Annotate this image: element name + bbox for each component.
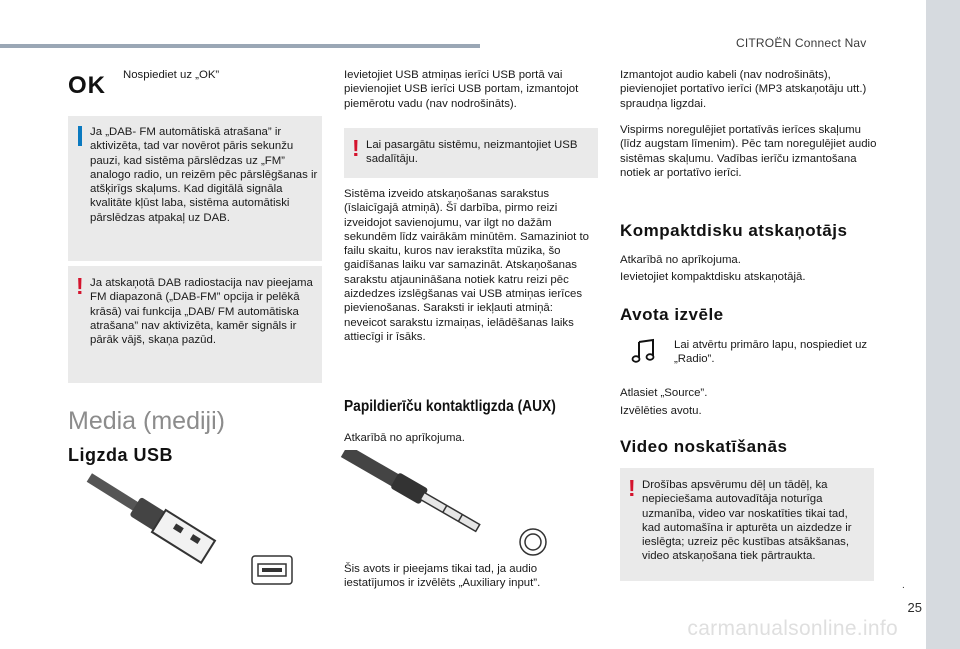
info-icon xyxy=(78,126,82,146)
aux-equipment-note: Atkarībā no aprīkojuma. xyxy=(344,432,465,444)
source-choose: Izvēlēties avotu. xyxy=(620,405,702,417)
source-title: Avota izvēle xyxy=(620,305,724,324)
info-box xyxy=(68,116,322,261)
page-side-strip xyxy=(926,0,960,649)
playlist-text: Sistēma izveido atskaņošanas sarakstus (īslaicīgajā atmiņā). Šī darbība, pirmo reizi izveidojot savienojumu, var ilgt no dažām sekundēm līdz vairākām minūtēm. Samaziniot to failu skaitu, kuros nav ierakstīta mūzika, šo gaidīšanas laiku var samazināt. Atskaņošanas sarakstu atjaunināšana notiek katru reizi pēc aizdedzes izslēgšanas vai USB atmiņas ierīces pievienošanas. Saraksti ir iekļauti atmiņā: neveicot sarakstu izmaiņas, ielādēšanas laiks attiecīgi ir īsāks. xyxy=(344,188,589,343)
usb-title: Ligzda USB xyxy=(68,445,174,465)
warning-icon: ! xyxy=(352,135,360,161)
warning-icon: ! xyxy=(76,273,84,299)
aux-availability-note: Šis avots ir pieejams tikai tad, ja audio iestatījumos ir izvēlēts „Auxiliary input”. xyxy=(344,563,541,590)
usb-plug-illustration xyxy=(84,470,298,600)
header-title: CITROËN Connect Nav xyxy=(736,36,867,50)
page-marker: . xyxy=(902,580,905,591)
cd-title: Kompaktdisku atskaņotājs xyxy=(620,221,848,240)
video-title: Video noskatīšanās xyxy=(620,437,788,456)
header-rule xyxy=(0,44,480,48)
source-select: Atlasiet „Source”. xyxy=(620,387,708,399)
warning-icon: ! xyxy=(628,475,636,501)
aux-instruction: Izmantojot audio kabeli (nav nodrošināts), pievienojiet portatīvo ierīci (MP3 atskaņotāju utt.) spraudņa ligzdai. xyxy=(620,69,867,110)
ok-icon: OK xyxy=(68,72,106,99)
video-warning-text: Drošības apsvērumu dēļ un tādēļ, ka nepieciešama autovadītāja noturīga uzmanība, video var noskatīties tikai tad, kad automašīna ir apturēta un aizdedze ir ieslēgta; uzreiz pēc kustības atsākšanas, video atskaņošana tiek pārtraukta. xyxy=(642,479,852,563)
usb-warning-text: Lai pasargātu sistēmu, neizmantojiet USB sadalītāju. xyxy=(366,139,578,166)
usb-instruction: Ievietojiet USB atmiņas ierīci USB portā vai pievienojiet USB ierīci USB portam, izmantojot piemērotu vadu (nav nodrošināts). xyxy=(344,69,579,110)
aux-jack-illustration xyxy=(338,450,552,558)
cd-equipment-note: Atkarībā no aprīkojuma. xyxy=(620,254,741,266)
section-title-media: Media (mediji) xyxy=(68,407,225,435)
info-box-text: Ja „DAB- FM automātiskā atrašana” ir aktivizēta, tad var novērot pāris sekunžu pauzi, kad sistēma pārslēdzas uz „FM” analogo radio, un reizēm pēc pārslēgšanas ir atšķirīgs skaļums. Kad digitālā signāla kvalitāte kļūst laba, sistēma automātiski pārslēdzas atpakaļ uz DAB. xyxy=(90,126,318,224)
page-number: 25 xyxy=(907,600,922,615)
warning-box-dab xyxy=(68,266,322,383)
warning-box-video xyxy=(620,468,874,581)
aux-title: Papildierīču kontaktligzda (AUX) xyxy=(344,398,556,415)
source-step: Lai atvērtu primāro lapu, nospiediet uz „Radio”. xyxy=(674,339,868,366)
music-note-icon xyxy=(631,338,657,364)
warning-box-usb xyxy=(344,128,598,178)
ok-instruction: Nospiediet uz „OK” xyxy=(123,69,220,81)
volume-instruction: Vispirms noregulējiet portatīvās ierīces skaļumu (līdz augstam līmenim). Pēc tam noregulējiet audio sistēmas skaļumu. Vadības ierīču izmantošana notiek ar portatīvo ierīci. xyxy=(620,124,877,179)
watermark: carmanualsonline.info xyxy=(687,617,898,640)
cd-instruction: Ievietojiet kompaktdisku atskaņotājā. xyxy=(620,271,806,283)
warning-box-text: Ja atskaņotā DAB radiostacija nav pieejama FM diapazonā („DAB-FM” opcija ir pelēkā krāsā) vai funkcija „DAB/ FM automātiska atrašana” nav aktivizēta, kamēr signāls ir pārāk vājš, skaņa pazūd. xyxy=(90,277,313,347)
